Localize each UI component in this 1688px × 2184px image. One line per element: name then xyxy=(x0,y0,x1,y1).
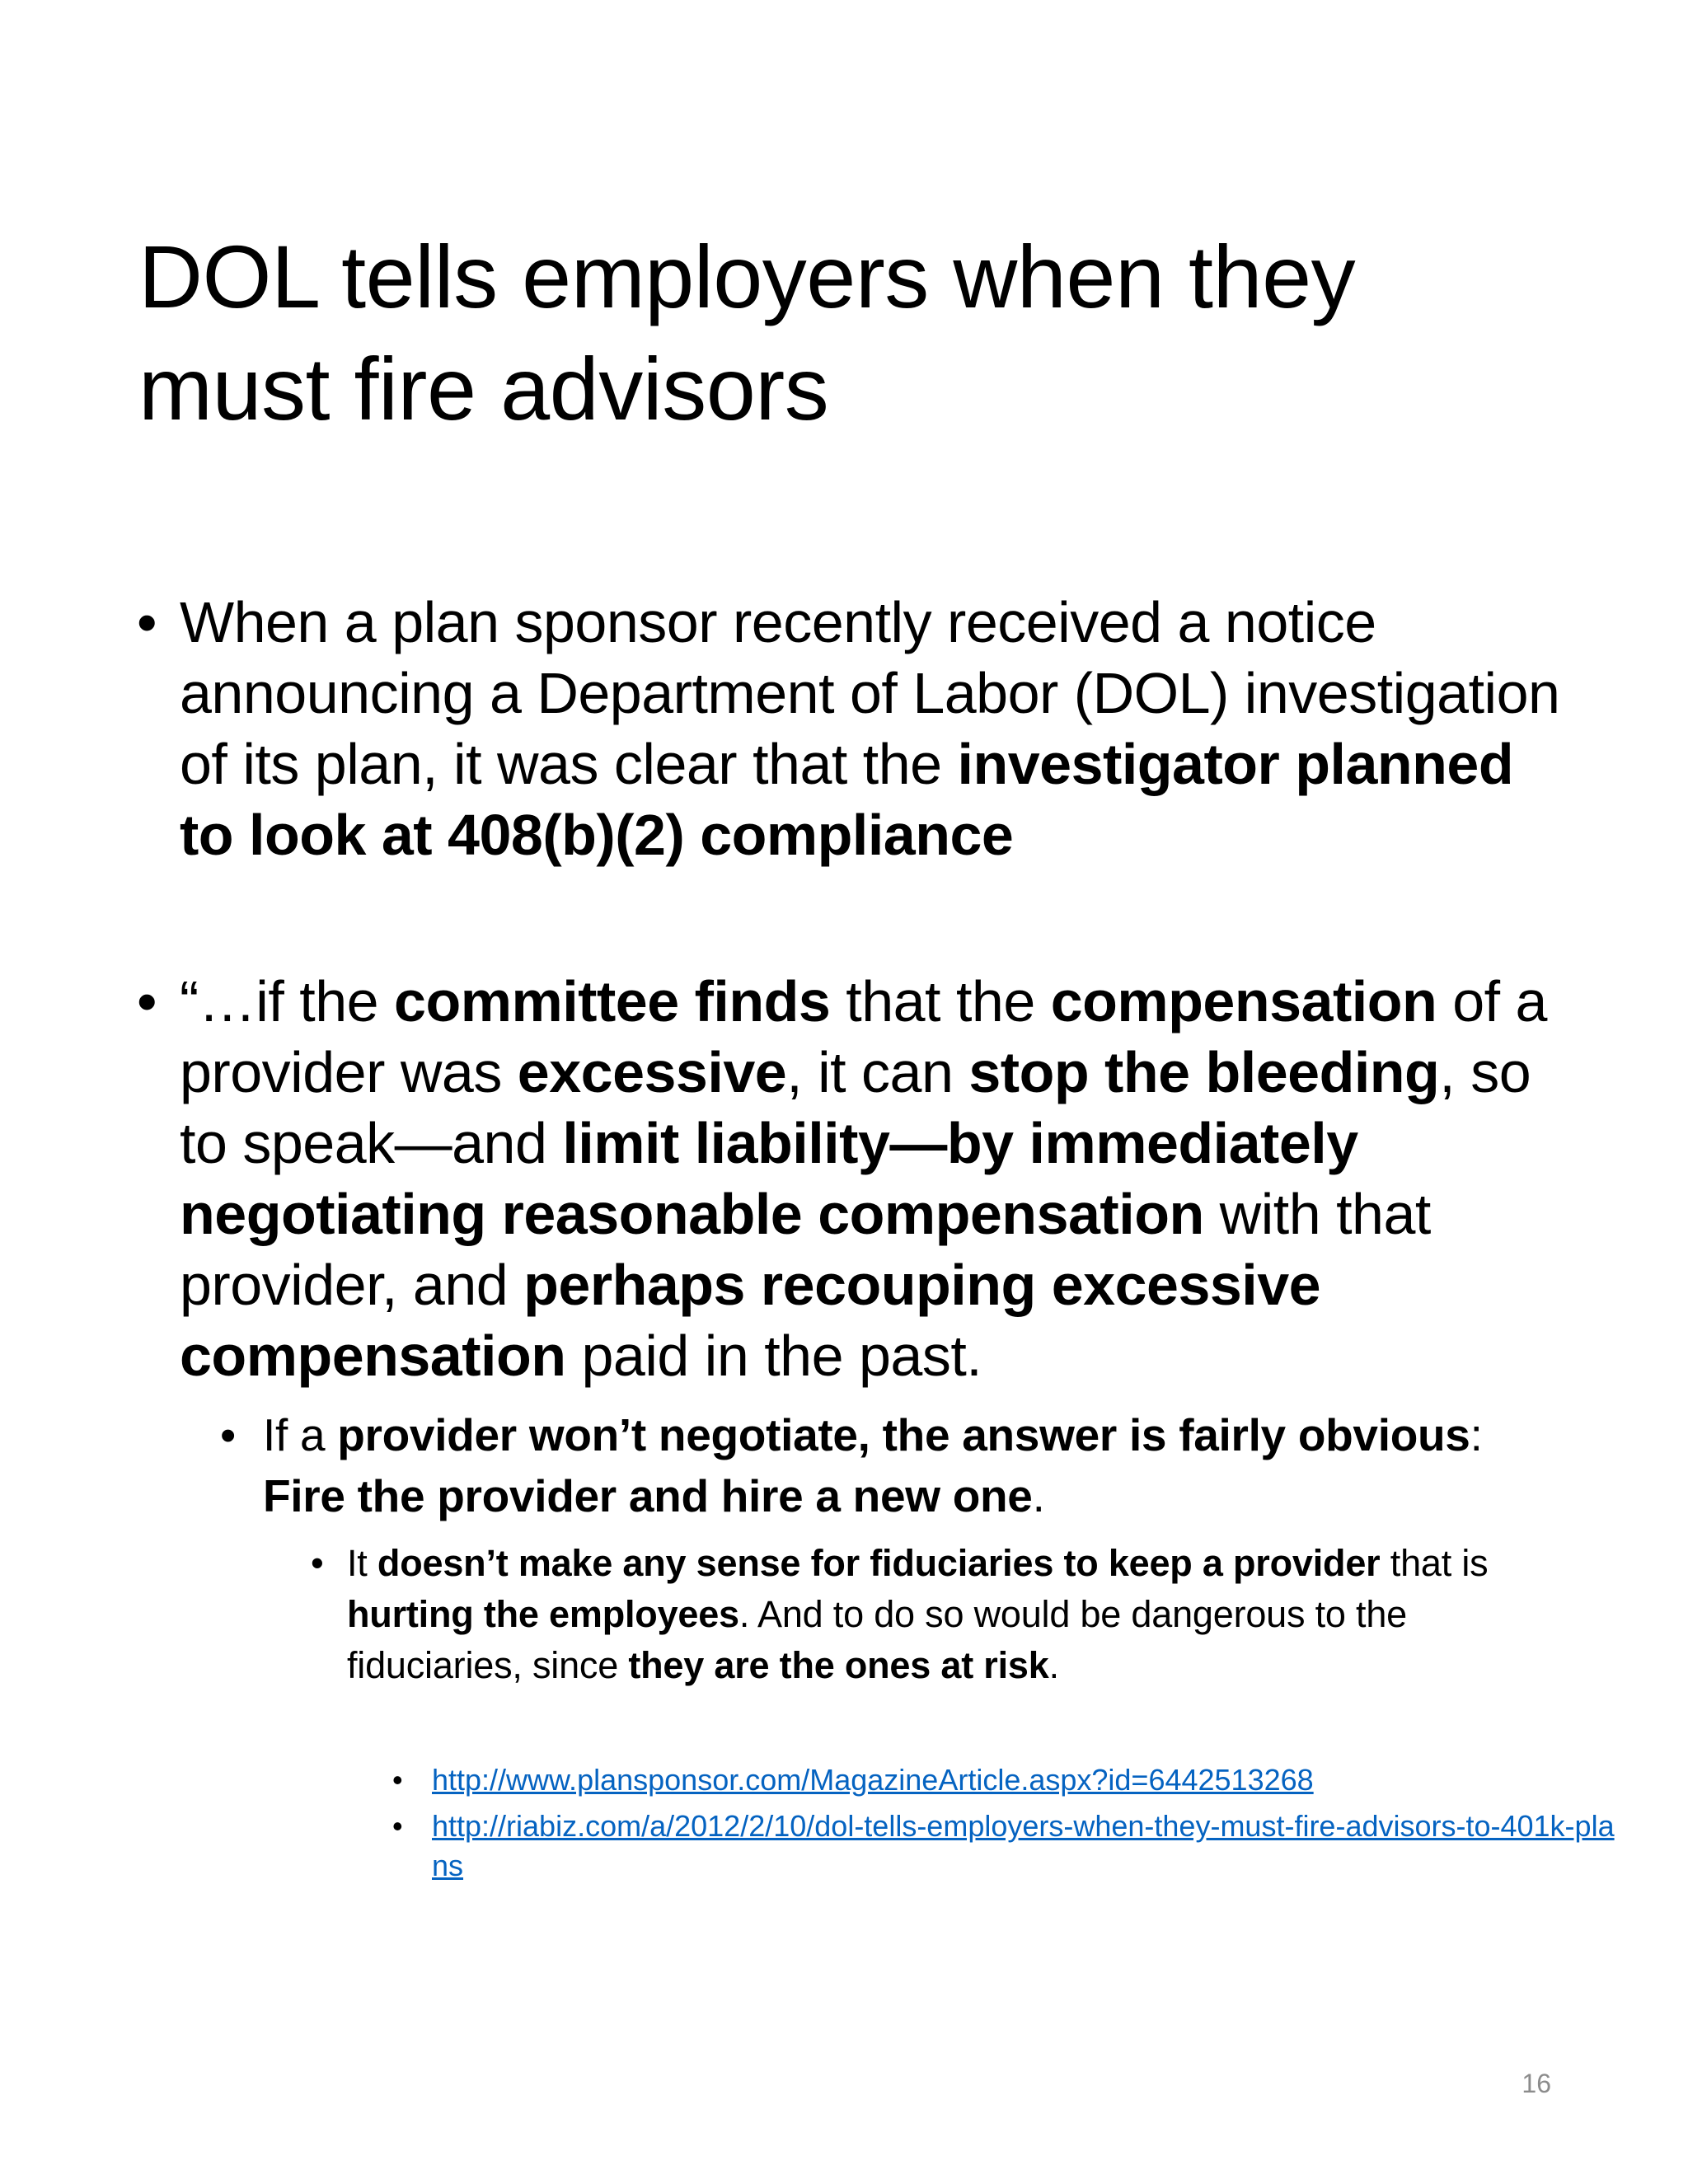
reference-link-1[interactable]: http://www.plansponsor.com/MagazineArticle.aspx?id=6442513268 xyxy=(432,1763,1314,1797)
bullet-icon: • xyxy=(137,590,157,654)
bullet-icon: • xyxy=(392,1809,403,1843)
bullet-2-text-5: , so to speak—and xyxy=(180,1040,1531,1175)
sub-sub-bullet-bold-1: doesn’t make any sense for fiduciaries to keep a provider xyxy=(377,1542,1381,1584)
reference-link-item-1 xyxy=(392,1760,1619,1800)
bullet-2-bold-6: perhaps recouping excessive compensation xyxy=(180,1253,1321,1388)
bullet-icon: • xyxy=(137,969,157,1033)
bullet-icon: • xyxy=(311,1542,324,1584)
reference-link-2[interactable]: http://riabiz.com/a/2012/2/10/dol-tells-employers-when-they-must-fire-advisors-to-401k-plans xyxy=(432,1809,1615,1882)
bullet-2-text-6: with that provider, and xyxy=(180,1182,1431,1317)
page-number: 16 xyxy=(1522,2069,1551,2098)
sub-bullet-bold-2: Fire the provider and hire a new one xyxy=(263,1470,1033,1521)
sub-sub-bullet-bold-2: hurting the employees xyxy=(347,1593,739,1635)
bullet-icon: • xyxy=(220,1409,236,1460)
bullet-2-text-2: that the xyxy=(830,969,1051,1033)
slide-title xyxy=(138,221,1622,445)
bullet-2-text-3: of a provider was xyxy=(180,969,1547,1104)
bullet-2-bold-3: excessive xyxy=(517,1040,787,1104)
sub-sub-bullet-text-2: that is xyxy=(1380,1542,1489,1584)
sub-sub-bullet-text-4: . xyxy=(1048,1644,1059,1686)
bullet-2-bold-5: limit liability—by immediately negotiating reasonable compensation xyxy=(180,1111,1358,1246)
reference-link-item-2 xyxy=(392,1807,1619,1886)
bullet-1-text: When a plan sponsor recently received a notice announcing a Department of Labor (DOL) investigation of its plan, it was clear that the xyxy=(180,590,1560,796)
sub-sub-bullet-text-3: . And to do so would be dangerous to the fiduciaries, since xyxy=(347,1593,1407,1686)
sub-sub-bullet-item xyxy=(311,1538,1534,1691)
bullet-item-2 xyxy=(137,966,1564,1391)
slide-title-line-2: must fire advisors xyxy=(138,339,829,438)
bullet-1-bold: investigator planned to look at 408(b)(2) compliance xyxy=(180,732,1514,867)
bullet-2-bold-2: compensation xyxy=(1050,969,1437,1033)
bullet-icon: • xyxy=(392,1763,403,1797)
sub-bullet-bold-1: provider won’t negotiate, the answer is fairly obvious xyxy=(337,1409,1470,1460)
sub-sub-bullet-bold-3: they are the ones at risk xyxy=(628,1644,1049,1686)
slide-title-line-1: DOL tells employers when they xyxy=(138,227,1356,326)
sub-bullet-text-1: If a xyxy=(263,1409,338,1460)
bullet-2-bold-1: committee finds xyxy=(394,969,831,1033)
sub-bullet-text-3: . xyxy=(1032,1470,1045,1521)
bullet-2-text-7: paid in the past. xyxy=(565,1324,982,1388)
sub-bullet-item xyxy=(220,1404,1499,1526)
bullet-item-1 xyxy=(137,587,1564,870)
bullet-2-bold-4: stop the bleeding xyxy=(968,1040,1440,1104)
bullet-2-text-1: “…if the xyxy=(180,969,395,1033)
bullet-2-text-4: , it can xyxy=(786,1040,969,1104)
sub-sub-bullet-text-1: It xyxy=(347,1542,377,1584)
sub-bullet-text-2: : xyxy=(1470,1409,1483,1460)
